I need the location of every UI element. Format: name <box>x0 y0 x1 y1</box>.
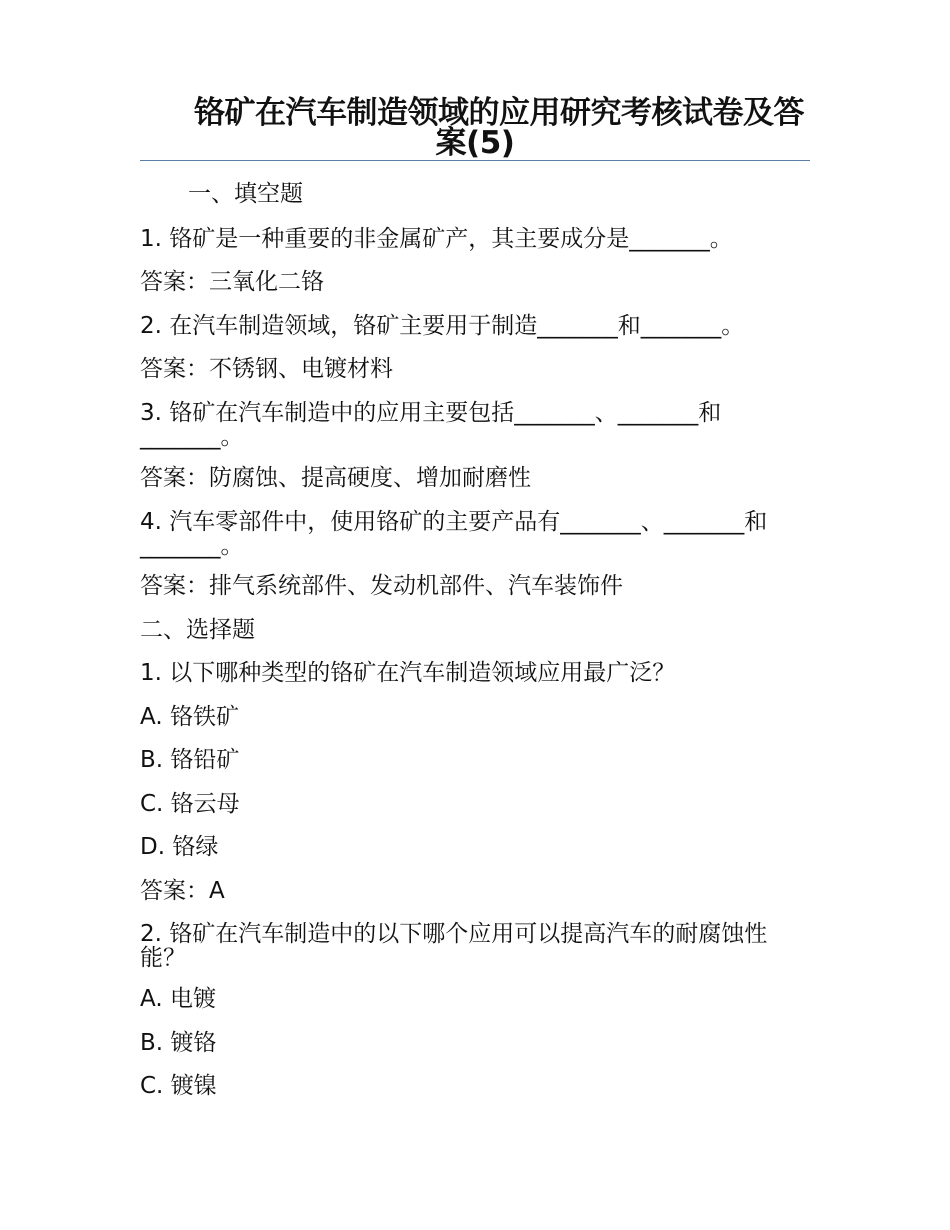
answer-4: 答案：排气系统部件、发动机部件、汽车装饰件 <box>140 573 623 599</box>
choice-2-option-a: A. 电镀 <box>140 986 216 1012</box>
choice-2-option-c: C. 镀镍 <box>140 1073 217 1099</box>
choice-2-option-b: B. 镀铬 <box>140 1030 217 1056</box>
question-1: 1. 铬矿是一种重要的非金属矿产，其主要成分是_______。 <box>140 226 733 252</box>
choice-1-option-c: C. 铬云母 <box>140 791 240 817</box>
document-title: 铬矿在汽车制造领域的应用研究考核试卷及答案(5) <box>194 95 804 161</box>
answer-2: 答案：不锈钢、电镀材料 <box>140 356 393 382</box>
answer-1: 答案：三氧化二铬 <box>140 269 324 295</box>
choice-1-option-b: B. 铬铅矿 <box>140 747 240 773</box>
choice-1-answer: 答案：A <box>140 878 225 904</box>
answer-3: 答案：防腐蚀、提高硬度、增加耐磨性 <box>140 465 531 491</box>
choice-1-option-d: D. 铬绿 <box>140 834 219 860</box>
question-2: 2. 在汽车制造领域，铬矿主要用于制造_______和_______。 <box>140 313 745 339</box>
question-3: 3. 铬矿在汽车制造中的应用主要包括_______、_______和_______。 <box>140 400 722 450</box>
section-heading-choice: 二、选择题 <box>140 617 255 643</box>
section-heading-fill-in: 一、填空题 <box>188 181 303 207</box>
title-divider <box>140 160 810 161</box>
choice-question-1: 1. 以下哪种类型的铬矿在汽车制造领域应用最广泛？ <box>140 660 676 686</box>
choice-1-option-a: A. 铬铁矿 <box>140 704 239 730</box>
question-4: 4. 汽车零部件中，使用铬矿的主要产品有_______、_______和_______。 <box>140 509 768 559</box>
choice-question-2: 2. 铬矿在汽车制造中的以下哪个应用可以提高汽车的耐腐蚀性能？ <box>140 921 768 971</box>
